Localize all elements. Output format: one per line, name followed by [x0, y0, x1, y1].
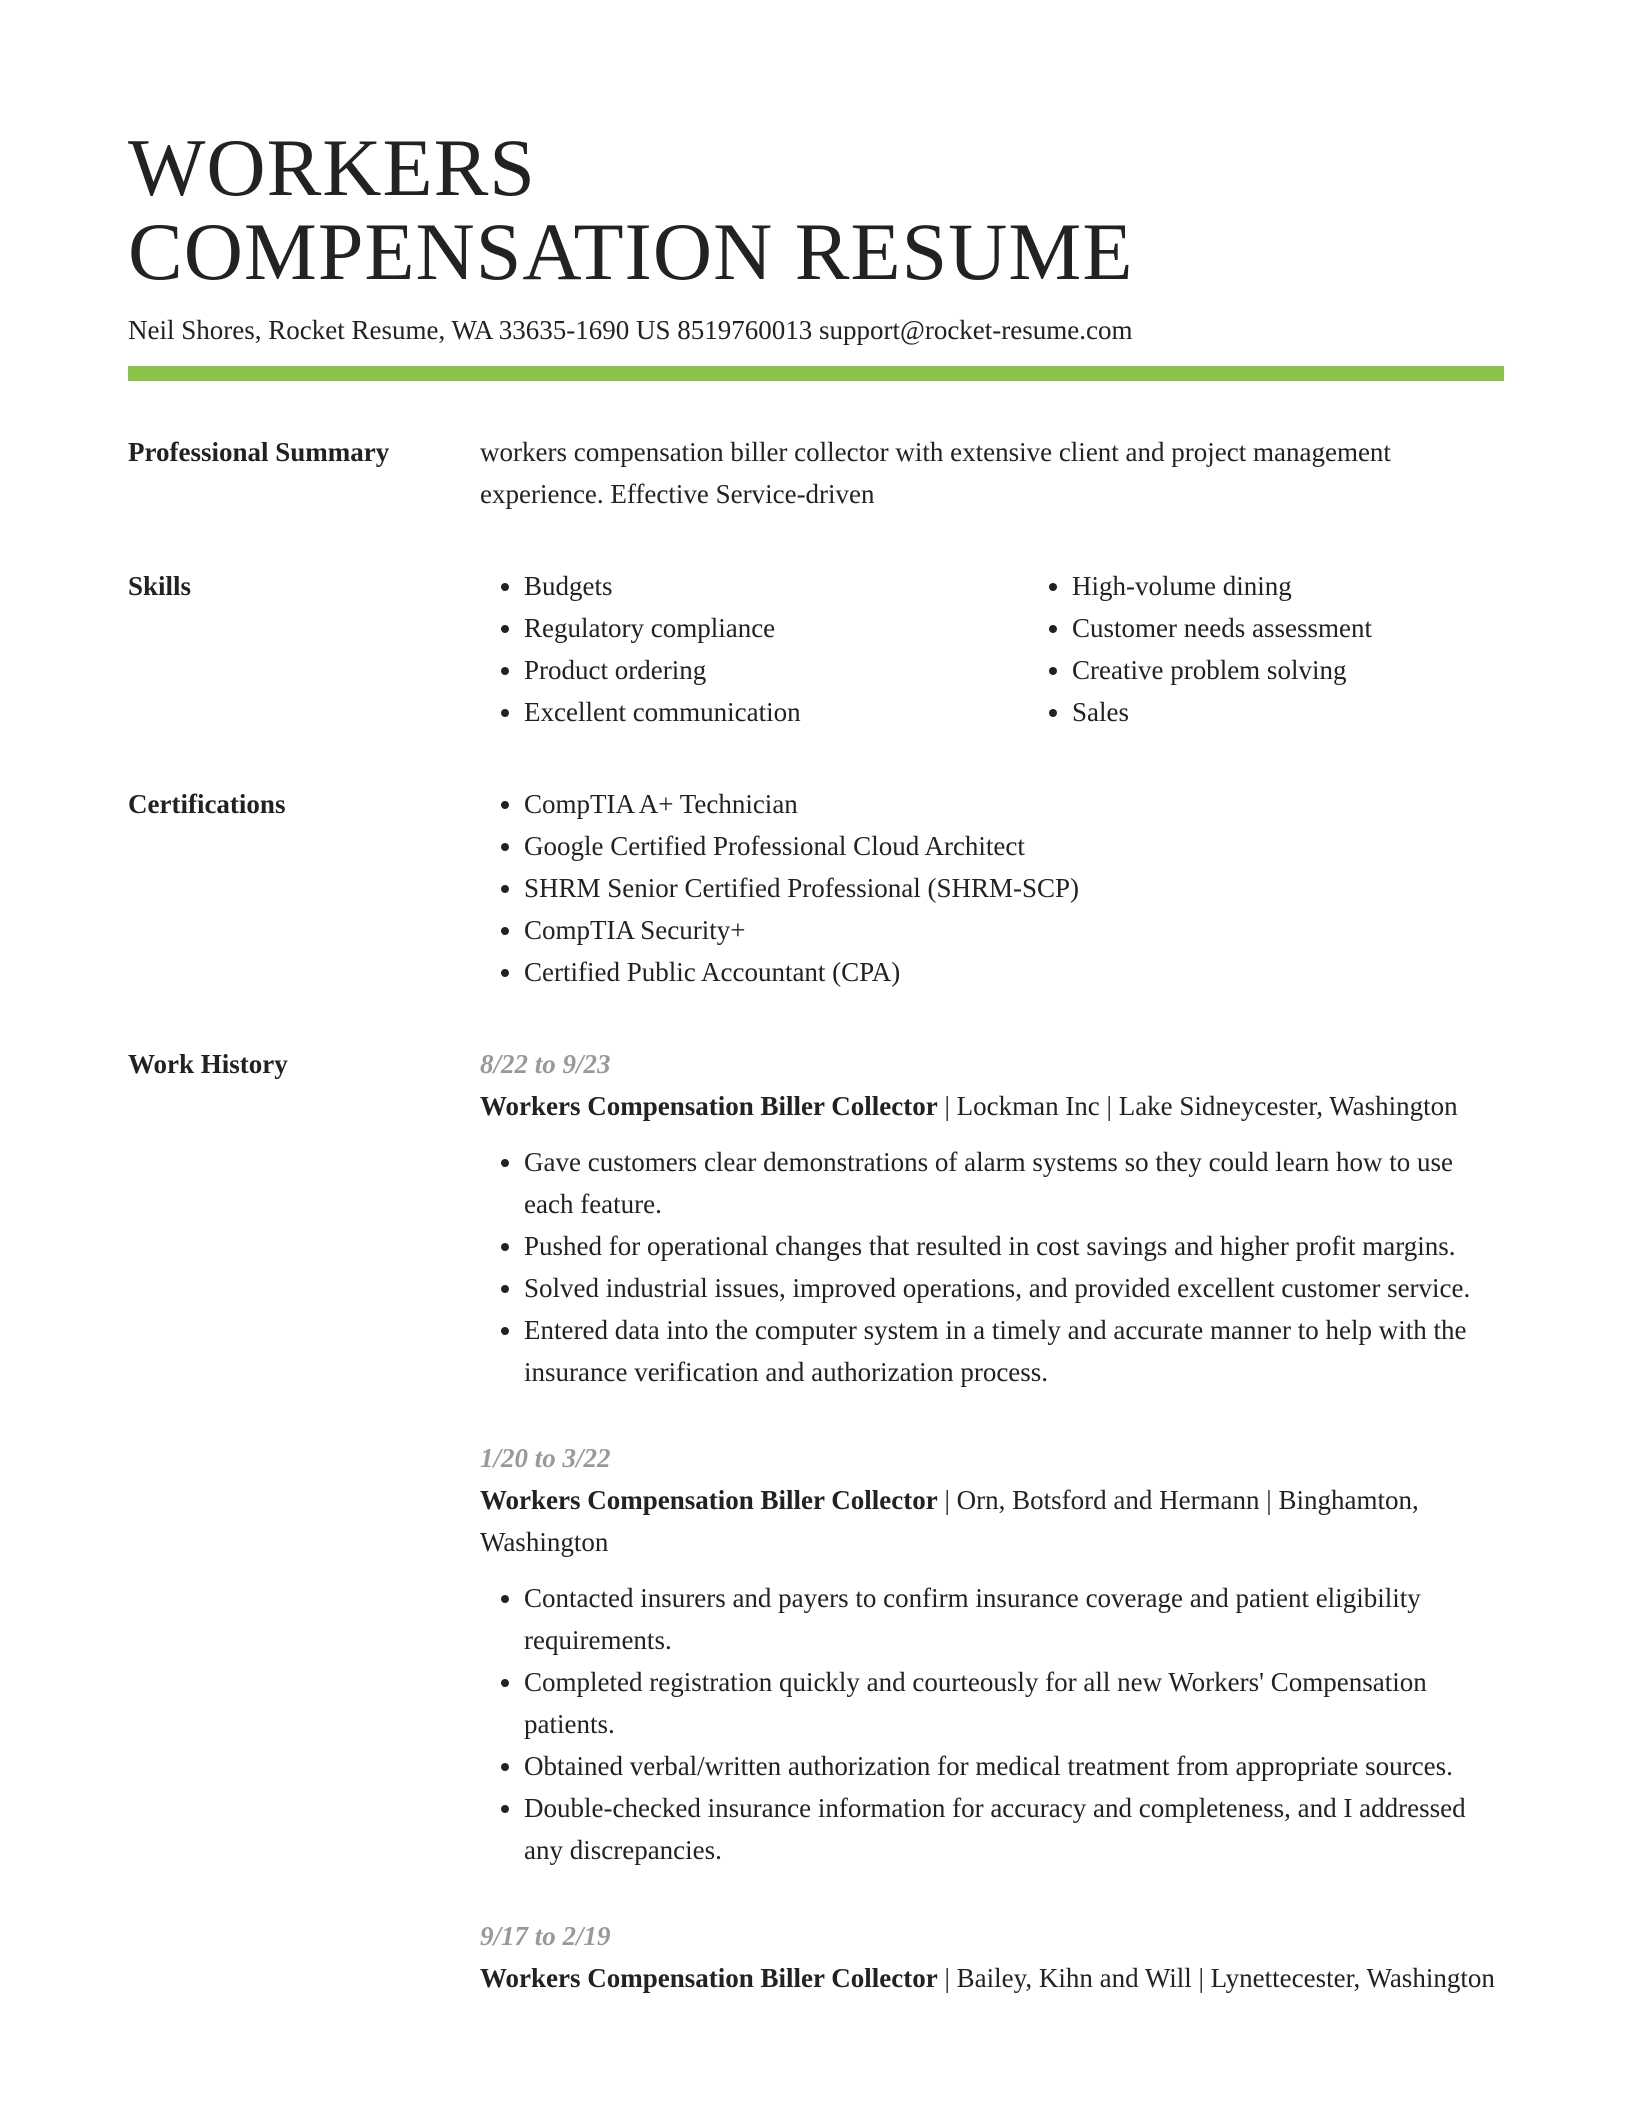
- skills-column-2: [1028, 565, 1576, 733]
- job-details: | Bailey, Kihn and Will | Lynettecester, Washington: [937, 1963, 1495, 1993]
- job-bullet: • Contacted insurers and payers to confirm insurance coverage and patient eligibility requirements.: [524, 1577, 1504, 1661]
- skill-item: • Customer needs assessment: [1072, 607, 1576, 649]
- job-bullet: • Double-checked insurance information for accuracy and completeness, and I addressed any discrepancies.: [524, 1787, 1504, 1871]
- job-entry: [480, 1043, 1504, 1393]
- skill-item: • Sales: [1072, 691, 1576, 733]
- job-dates: 8/22 to 9/23: [480, 1049, 611, 1079]
- summary-body: [480, 431, 1504, 515]
- job-bullets: [480, 1577, 1504, 1871]
- summary-text: workers compensation biller collector with extensive client and project management experience. Effective Service-driven: [480, 437, 1391, 509]
- job-bullet: • Completed registration quickly and courteously for all new Workers' Compensation patients.: [524, 1661, 1504, 1745]
- skill-item: • Excellent communication: [524, 691, 1028, 733]
- contact-info: Neil Shores, Rocket Resume, WA 33635-1690 US 8519760013 support@rocket-resume.com: [128, 315, 1133, 345]
- certifications-section: [128, 783, 1504, 993]
- job-dates: 9/17 to 2/19: [480, 1921, 611, 1951]
- job-bullet: • Solved industrial issues, improved operations, and provided excellent customer service.: [524, 1267, 1504, 1309]
- certifications-label: Certifications: [128, 789, 286, 819]
- skill-item: • Product ordering: [524, 649, 1028, 691]
- job-entry: [480, 1437, 1504, 1871]
- certifications-list: [480, 783, 1504, 993]
- job-title: Workers Compensation Biller Collector: [480, 1091, 938, 1121]
- certification-item: • Certified Public Accountant (CPA): [524, 951, 1504, 993]
- skill-item: • High-volume dining: [1072, 565, 1576, 607]
- job-title: Workers Compensation Biller Collector: [480, 1485, 938, 1515]
- work-history-body: [480, 1043, 1504, 2043]
- job-bullet: • Gave customers clear demonstrations of alarm systems so they could learn how to use each feature.: [524, 1141, 1504, 1225]
- job-heading: [480, 1479, 1504, 1563]
- certifications-body: [480, 783, 1504, 993]
- skill-item: • Regulatory compliance: [524, 607, 1028, 649]
- skills-grid: [480, 565, 1576, 733]
- skills-label: Skills: [128, 571, 192, 601]
- skills-column-1: [480, 565, 1028, 733]
- summary-section: [128, 431, 1504, 515]
- job-bullet: • Pushed for operational changes that resulted in cost savings and higher profit margins.: [524, 1225, 1504, 1267]
- skills-section: [128, 565, 1504, 733]
- work-history-section: [128, 1043, 1504, 2043]
- job-details: | Lockman Inc | Lake Sidneycester, Washington: [937, 1091, 1458, 1121]
- certification-item: • CompTIA A+ Technician: [524, 783, 1504, 825]
- resume-title: [128, 122, 1504, 297]
- job-dates: 1/20 to 3/22: [480, 1443, 611, 1473]
- job-bullets: [480, 1141, 1504, 1393]
- job-heading: [480, 1957, 1504, 1999]
- skills-body: [480, 565, 1576, 733]
- job-entry: [480, 1915, 1504, 1999]
- skill-item: • Creative problem solving: [1072, 649, 1576, 691]
- job-heading: [480, 1085, 1504, 1127]
- title-line-1: WORKERS: [128, 122, 536, 213]
- work-history-label: Work History: [128, 1049, 288, 1079]
- accent-divider: [128, 366, 1504, 381]
- certification-item: • CompTIA Security+: [524, 909, 1504, 951]
- certification-item: • Google Certified Professional Cloud Architect: [524, 825, 1504, 867]
- certification-item: • SHRM Senior Certified Professional (SHRM-SCP): [524, 867, 1504, 909]
- resume-page: [128, 122, 1504, 2043]
- skill-item: • Budgets: [524, 565, 1028, 607]
- job-bullet: • Entered data into the computer system in a timely and accurate manner to help with the insurance verification and authorization process.: [524, 1309, 1504, 1393]
- job-bullet: • Obtained verbal/written authorization for medical treatment from appropriate sources.: [524, 1745, 1504, 1787]
- job-title: Workers Compensation Biller Collector: [480, 1963, 938, 1993]
- title-line-2: COMPENSATION RESUME: [128, 206, 1134, 297]
- summary-label: Professional Summary: [128, 437, 390, 467]
- job-details: | Orn, Botsford and Hermann | Binghamton, Washington: [480, 1485, 1419, 1557]
